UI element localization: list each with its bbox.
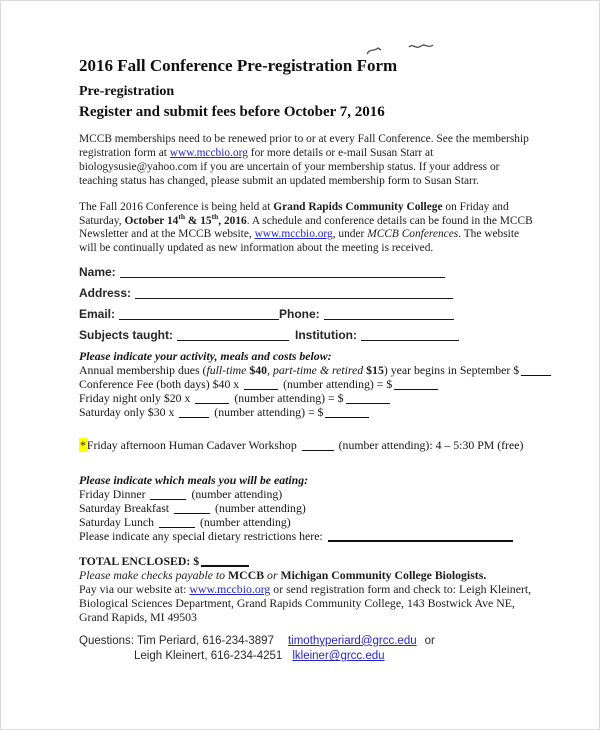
saturday-lunch-line: Saturday Lunch (number attending) <box>79 515 291 530</box>
name-row <box>79 265 599 279</box>
saturday-breakfast-line: Saturday Breakfast (number attending) <box>79 501 306 516</box>
conference-fee-line: Conference Fee (both days) $40 x (number attending) = $ <box>79 377 599 391</box>
conference-text: . A schedule and conference details can be found in the MCCB Newsletter and at the MCCB website, <box>79 214 533 241</box>
meals-section-header: Please indicate which meals you will be eating: <box>79 473 309 488</box>
address-label: Address: <box>79 286 132 301</box>
pen-scribble-mark <box>365 45 385 57</box>
mccbio-link[interactable]: www.mccbio.org <box>169 146 248 159</box>
membership-text: MCCB memberships need to be renewed prior to or at every Fall Conference. See the membership registration form at <box>79 133 529 159</box>
friday-dinner-blank <box>150 491 186 500</box>
highlighted-asterisk: * <box>80 438 86 453</box>
contact-fields <box>79 265 599 342</box>
friday-dinner-line: Friday Dinner (number attending) <box>79 487 283 502</box>
address-row <box>79 286 599 300</box>
email-label: Email: <box>79 307 116 322</box>
questions-contact-block <box>79 634 599 665</box>
membership-paragraph <box>79 133 537 189</box>
saturday-count-blank <box>179 409 209 418</box>
mccbio-link[interactable]: www.mccbio.org <box>189 582 271 597</box>
conference-date: October 14th & 15th, 2016 <box>124 211 247 227</box>
dues-amount-blank <box>521 367 551 376</box>
saturday-lunch-blank <box>159 519 195 528</box>
subjects-blank-line <box>177 332 289 341</box>
questions-line-2: Leigh Kleinert, 616-234-4251 lkleiner@grcc.edu <box>134 650 385 663</box>
saturday-only-line: Saturday only $30 x (number attending) = $ <box>79 405 599 419</box>
institution-label: Institution: <box>295 328 357 343</box>
payment-section <box>79 555 539 625</box>
conference-text: The Fall 2016 Conference is being held at <box>79 200 274 213</box>
name-label: Name: <box>79 265 116 280</box>
total-amount-blank <box>201 557 249 567</box>
college-name: Grand Rapids Community College <box>273 200 443 213</box>
meals-section <box>79 473 599 543</box>
phone-label: Phone: <box>279 307 320 322</box>
friday-count-blank <box>195 395 229 404</box>
dietary-restrictions-line: Please indicate any special dietary restrictions here: <box>79 529 599 543</box>
institution-blank-line <box>361 332 459 341</box>
friday-total-blank <box>346 395 390 404</box>
friday-only-line: Friday night only $20 x (number attending) = $ <box>79 391 599 405</box>
membership-text: for more details or e-mail Susan Starr at biologysusie@yahoo.com if you are uncertain of your membership status. If your address or teaching status has changed, please submit an updated membership form to Susan Starr. <box>79 146 500 187</box>
workshop-section <box>79 438 599 452</box>
tim-periard-email-link[interactable]: timothyperiard@grcc.edu <box>287 634 417 647</box>
email-phone-row <box>79 307 599 321</box>
mccbio-link[interactable]: www.mccbio.org <box>254 228 333 241</box>
cadaver-workshop-line: *Friday afternoon Human Cadaver Workshop (number attending): 4 – 5:30 PM (free) <box>80 438 524 453</box>
conference-text: on Friday and Saturday, <box>79 200 509 227</box>
conference-count-blank <box>244 381 278 390</box>
name-blank-line <box>120 269 445 278</box>
subtitle-preregistration: Pre-registration <box>79 84 175 99</box>
conference-total-blank <box>394 381 438 390</box>
subjects-institution-row <box>79 328 599 342</box>
pen-scribble-mark <box>407 41 435 53</box>
page-title: 2016 Fall Conference Pre-registration Form <box>79 56 398 75</box>
conference-text: , under <box>332 228 368 241</box>
address-blank-line <box>135 290 453 299</box>
payment-instructions: Pay via our website at: www.mccbio.org or send registration form and check to: Leigh Kleinert, Biological Sciences Department, Grand Rapids Community College, 143 Bostwick Ave NE, Grand Rapids, MI 49503 <box>79 582 532 624</box>
subjects-label: Subjects taught: <box>79 328 174 343</box>
questions-line-1: Questions: Tim Periard, 616-234-3897 timothyperiard@grcc.edu or <box>79 634 435 647</box>
mccb-conferences-label: MCCB Conferences <box>367 228 459 241</box>
leigh-kleinert-email-link[interactable]: lkleiner@grcc.edu <box>292 650 385 663</box>
dietary-blank-line <box>328 532 513 542</box>
email-blank-line <box>119 311 279 320</box>
conference-text: . The website will be continually updated as new information about the meeting is received. <box>79 228 520 255</box>
saturday-breakfast-blank <box>174 505 210 514</box>
checks-payable-line: Please make checks payable to MCCB or Michigan Community College Biologists. <box>79 568 487 583</box>
subtitle-deadline: Register and submit fees before October 7, 2016 <box>79 104 385 120</box>
workshop-count-blank <box>302 442 334 451</box>
activity-costs-section <box>79 349 599 419</box>
activity-section-header: Please indicate your activity, meals and costs below: <box>79 349 332 364</box>
saturday-total-blank <box>325 409 369 418</box>
phone-blank-line <box>324 311 454 320</box>
conference-paragraph <box>79 201 537 257</box>
membership-dues-line: Annual membership dues (full-time $40, part-time & retired $15) year begins in September $ <box>79 363 599 377</box>
total-enclosed-line: TOTAL ENCLOSED: $ <box>79 555 539 569</box>
